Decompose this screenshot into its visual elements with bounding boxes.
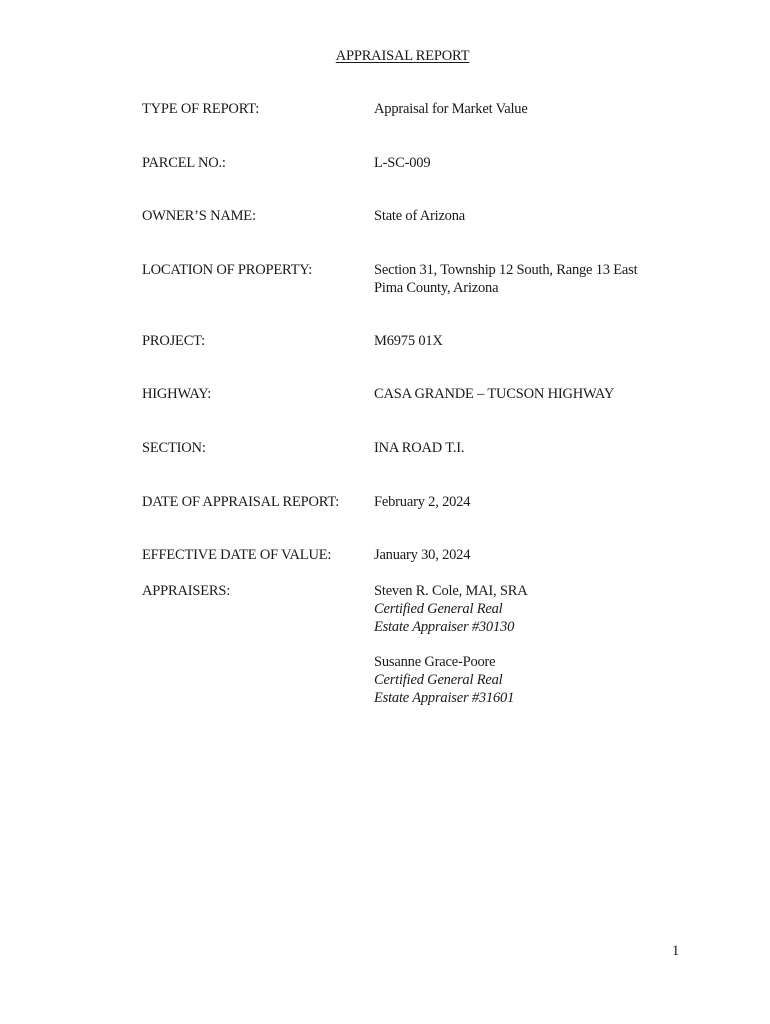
page-title: APPRAISAL REPORT [335, 48, 470, 64]
field-value: February 2, 2024 [374, 494, 471, 510]
field-value: INA ROAD T.I. [374, 440, 465, 456]
field-value: Appraisal for Market Value [374, 101, 528, 117]
field-value: January 30, 2024 [374, 547, 471, 563]
field-label: EFFECTIVE DATE OF VALUE: [142, 547, 332, 563]
field-value [374, 261, 637, 297]
appraiser-credential: Estate Appraiser #31601 [374, 690, 515, 706]
location-line-1: Section 31, Township 12 South, Range 13 East [374, 262, 638, 278]
appraiser-credential: Certified General Real [374, 672, 503, 688]
field-value: M6975 01X [374, 333, 443, 349]
field-label: PARCEL NO.: [142, 155, 226, 171]
appraiser-name: Susanne Grace-Poore [374, 654, 496, 670]
field-label: SECTION: [142, 440, 206, 456]
page-number: 1 [672, 943, 680, 959]
field-label: LOCATION OF PROPERTY: [142, 262, 313, 278]
field-label: DATE OF APPRAISAL REPORT: [142, 494, 340, 510]
appraisers-list [374, 582, 528, 707]
appraiser-name: Steven R. Cole, MAI, SRA [374, 583, 528, 599]
field-label: HIGHWAY: [142, 386, 212, 402]
field-label: APPRAISERS: [142, 583, 231, 599]
field-value: L-SC-009 [374, 155, 431, 171]
field-value: State of Arizona [374, 208, 466, 224]
field-label: OWNER’S NAME: [142, 208, 256, 224]
appraiser-credential: Certified General Real [374, 601, 503, 617]
field-label: PROJECT: [142, 333, 205, 349]
appraiser-credential: Estate Appraiser #30130 [374, 619, 515, 635]
field-label: TYPE OF REPORT: [142, 101, 260, 117]
field-value: CASA GRANDE – TUCSON HIGHWAY [374, 386, 615, 402]
location-line-2: Pima County, Arizona [374, 280, 499, 296]
spacer [374, 636, 528, 653]
